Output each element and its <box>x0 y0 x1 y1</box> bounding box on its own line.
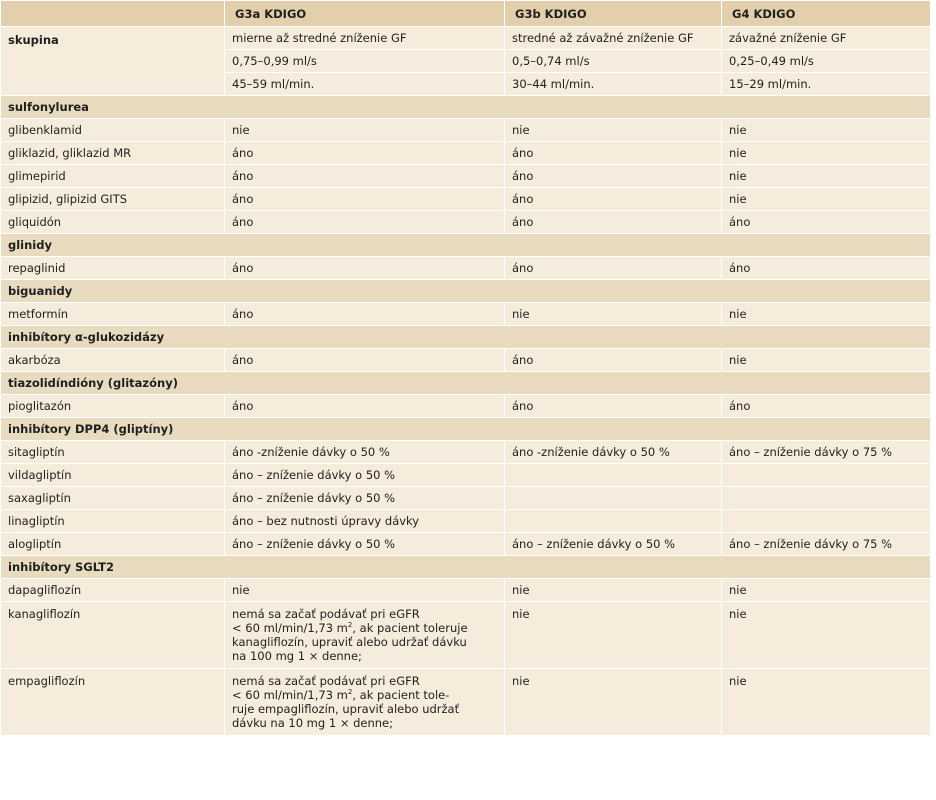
skupina-g3b-mlmin: 30–44 ml/min. <box>505 73 722 96</box>
drug-name: vildagliptín <box>1 464 225 487</box>
skupina-label: skupina <box>1 27 225 96</box>
g3b-value: nie <box>505 303 722 326</box>
g3a-value: áno <box>225 142 505 165</box>
g3b-value: áno <box>505 188 722 211</box>
skupina-g3a-mls: 0,75–0,99 ml/s <box>225 50 505 73</box>
skupina-g3a-mlmin: 45–59 ml/min. <box>225 73 505 96</box>
g3a-value: áno <box>225 349 505 372</box>
skupina-row-1 <box>1 27 931 50</box>
skupina-g3b-desc: stredné až závažné zníženie GF <box>505 27 722 50</box>
note-superscript: 2 <box>347 688 353 697</box>
drug-name: saxagliptín <box>1 487 225 510</box>
g4-value: nie <box>722 669 931 736</box>
group-row-biguanidy <box>1 280 931 303</box>
table-row <box>1 303 931 326</box>
note-line-2a: < 60 ml/min/1,73 m <box>232 621 348 635</box>
g3b-value: áno <box>505 395 722 418</box>
note-line-1: nemá sa začať podávať pri eGFR <box>232 607 420 621</box>
table-row <box>1 579 931 602</box>
g3a-value: áno <box>225 395 505 418</box>
g3b-value: áno <box>505 349 722 372</box>
group-row-sulfonylurea <box>1 96 931 119</box>
table-row <box>1 487 931 510</box>
note-line-2b: , ak pacient toleruje <box>352 621 468 635</box>
g4-value: nie <box>722 165 931 188</box>
note-line-2a: < 60 ml/min/1,73 m <box>232 688 348 702</box>
table-row <box>1 510 931 533</box>
header-g3a: G3a KDIGO <box>225 1 505 27</box>
group-row-sglt2 <box>1 556 931 579</box>
group-title: inhibítory α-glukozidázy <box>1 326 931 349</box>
header-g4: G4 KDIGO <box>722 1 931 27</box>
drug-name: alogliptín <box>1 533 225 556</box>
group-row-alpha-glucosidase <box>1 326 931 349</box>
g3b-value: nie <box>505 602 722 669</box>
g3a-value: áno <box>225 211 505 234</box>
table-row <box>1 211 931 234</box>
g3b-value <box>505 487 722 510</box>
g4-value: áno – zníženie dávky o 75 % <box>722 441 931 464</box>
g3a-value: áno – zníženie dávky o 50 % <box>225 533 505 556</box>
g4-value: nie <box>722 349 931 372</box>
drug-name: pioglitazón <box>1 395 225 418</box>
g3b-value: áno -zníženie dávky o 50 % <box>505 441 722 464</box>
note-line-2b: , ak pacient tole- <box>352 688 450 702</box>
table-row <box>1 395 931 418</box>
g3b-value: áno <box>505 165 722 188</box>
skupina-g3a-desc: mierne až stredné zníženie GF <box>225 27 505 50</box>
group-title: glinidy <box>1 234 931 257</box>
g4-value: nie <box>722 303 931 326</box>
group-row-glinidy <box>1 234 931 257</box>
note-superscript: 2 <box>347 621 353 630</box>
drug-name: sitagliptín <box>1 441 225 464</box>
drug-name: dapagliflozín <box>1 579 225 602</box>
table-row <box>1 142 931 165</box>
g4-value: áno <box>722 395 931 418</box>
group-title: inhibítory DPP4 (gliptíny) <box>1 418 931 441</box>
group-title: biguanidy <box>1 280 931 303</box>
drug-name: repaglinid <box>1 257 225 280</box>
drug-name: glibenklamid <box>1 119 225 142</box>
note-line-4: na 100 mg 1 × denne; <box>232 649 362 663</box>
skupina-g3b-mls: 0,5–0,74 ml/s <box>505 50 722 73</box>
g4-value: áno <box>722 257 931 280</box>
table-header-row <box>1 1 931 27</box>
g3a-value: áno – zníženie dávky o 50 % <box>225 487 505 510</box>
g4-value <box>722 464 931 487</box>
g3a-value: nie <box>225 119 505 142</box>
header-empty-cell <box>1 1 225 27</box>
table-row <box>1 669 931 736</box>
drug-name: empagliflozín <box>1 669 225 736</box>
table-row <box>1 188 931 211</box>
table-row <box>1 119 931 142</box>
skupina-g4-desc: závažné zníženie GF <box>722 27 931 50</box>
g3a-value: áno -zníženie dávky o 50 % <box>225 441 505 464</box>
note-line-3: ruje empagliflozín, upraviť alebo udržať <box>232 702 460 716</box>
drug-name: gliklazid, gliklazid MR <box>1 142 225 165</box>
g4-value <box>722 510 931 533</box>
g3b-value <box>505 510 722 533</box>
g3b-value: áno <box>505 142 722 165</box>
g3b-value: áno <box>505 257 722 280</box>
g4-value: nie <box>722 142 931 165</box>
drug-name: kanagliflozín <box>1 602 225 669</box>
drug-name: metformín <box>1 303 225 326</box>
table-row <box>1 257 931 280</box>
skupina-g4-mlmin: 15–29 ml/min. <box>722 73 931 96</box>
g3b-value: áno <box>505 211 722 234</box>
drug-name: akarbóza <box>1 349 225 372</box>
g3a-value <box>225 669 505 736</box>
note-line-1: nemá sa začať podávať pri eGFR <box>232 674 420 688</box>
g3b-value: nie <box>505 669 722 736</box>
g3a-value: áno <box>225 257 505 280</box>
g3a-value <box>225 602 505 669</box>
g4-value: áno <box>722 211 931 234</box>
g3a-value: nie <box>225 579 505 602</box>
g3b-value <box>505 464 722 487</box>
table-row <box>1 165 931 188</box>
g3b-value: nie <box>505 579 722 602</box>
note-line-3: kanagliflozín, upraviť alebo udržať dávku <box>232 635 467 649</box>
g3a-value: áno <box>225 303 505 326</box>
group-row-dpp4 <box>1 418 931 441</box>
table-row <box>1 441 931 464</box>
drug-name: gliquidón <box>1 211 225 234</box>
g4-value: áno – zníženie dávky o 75 % <box>722 533 931 556</box>
g4-value: nie <box>722 579 931 602</box>
g3a-value: áno – zníženie dávky o 50 % <box>225 464 505 487</box>
g4-value: nie <box>722 188 931 211</box>
table-row <box>1 533 931 556</box>
g3a-value: áno – bez nutnosti úpravy dávky <box>225 510 505 533</box>
skupina-g4-mls: 0,25–0,49 ml/s <box>722 50 931 73</box>
group-title: tiazolidíndióny (glitazóny) <box>1 372 931 395</box>
drug-name: linagliptín <box>1 510 225 533</box>
drug-name: glipizid, glipizid GITS <box>1 188 225 211</box>
drug-name: glimepirid <box>1 165 225 188</box>
note-line-4: dávku na 10 mg 1 × denne; <box>232 716 394 730</box>
g4-value <box>722 487 931 510</box>
table-row <box>1 602 931 669</box>
g3a-value: áno <box>225 165 505 188</box>
table-row <box>1 349 931 372</box>
group-title: sulfonylurea <box>1 96 931 119</box>
table-row <box>1 464 931 487</box>
group-title: inhibítory SGLT2 <box>1 556 931 579</box>
group-row-glitazones <box>1 372 931 395</box>
g3a-value: áno <box>225 188 505 211</box>
g4-value: nie <box>722 602 931 669</box>
header-g3b: G3b KDIGO <box>505 1 722 27</box>
g4-value: nie <box>722 119 931 142</box>
g3b-value: áno – zníženie dávky o 50 % <box>505 533 722 556</box>
g3b-value: nie <box>505 119 722 142</box>
